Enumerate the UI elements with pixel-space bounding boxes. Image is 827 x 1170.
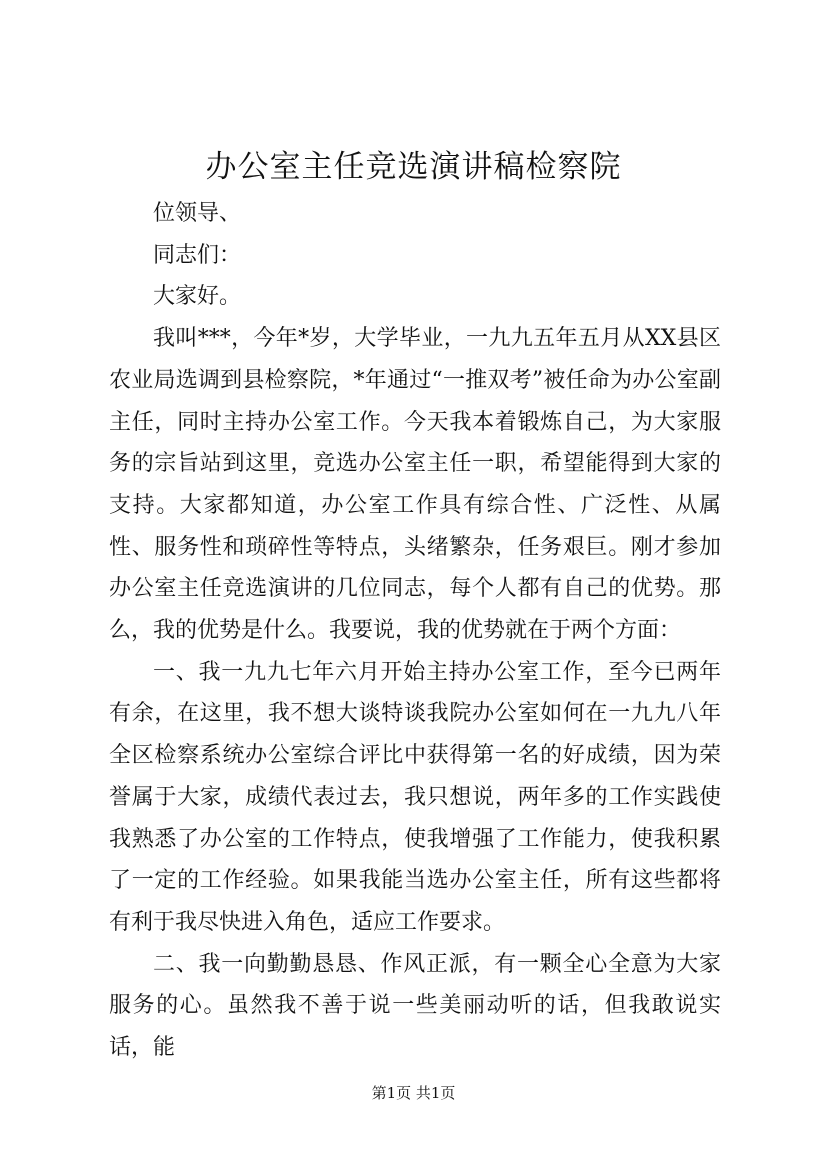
body-paragraph-point-one: 一、我一九九七年六月开始主持办公室工作，至今已两年有余，在这里，我不想大谈特谈我院办公室如何在一九九八年全区检察系统办公室综合评比中获得第一名的好成绩，因为荣誉属于大家，成绩代表过去，我只想说，两年多的工作实践使我熟悉了办公室的工作特点，使我增强了工作能力，使我积累了一定的工作经验。如果我能当选办公室主任，所有这些都将有利于我尽快进入角色，适应工作要求。: [109, 659, 721, 935]
document-title: 办公室主任竞选演讲稿检察院: [205, 149, 622, 185]
body-paragraph-intro: 我叫***，今年*岁，大学毕业，一九九五年五月从XX县区农业局选调到县检察院，*年通过“一推双考”被任命为办公室副主任，同时主持办公室工作。今天我本着锻炼自己，为大家服务的宗旨站到这里，竞选办公室主任一职，希望能得到大家的支持。大家都知道，办公室工作具有综合性、广泛性、从属性、服务性和琐碎性等特点，头绪繁杂，任务艰巨。刚才参加办公室主任竞选演讲的几位同志，每个人都有自己的优势。那么，我的优势是什么。我要说，我的优势就在于两个方面：: [109, 326, 721, 644]
body-paragraph-point-two: 二、我一向勤勤恳恳、作风正派，有一颗全心全意为大家服务的心。虽然我不善于说一些美丽动听的话，但我敢说实话，能: [109, 951, 721, 1061]
greeting: 大家好。: [153, 284, 242, 310]
document-body: [109, 193, 721, 1069]
page-footer: 第1页 共1页: [371, 1084, 456, 1102]
salutation-leaders: 位领导、: [153, 201, 242, 226]
salutation-comrades: 同志们：: [153, 242, 242, 268]
